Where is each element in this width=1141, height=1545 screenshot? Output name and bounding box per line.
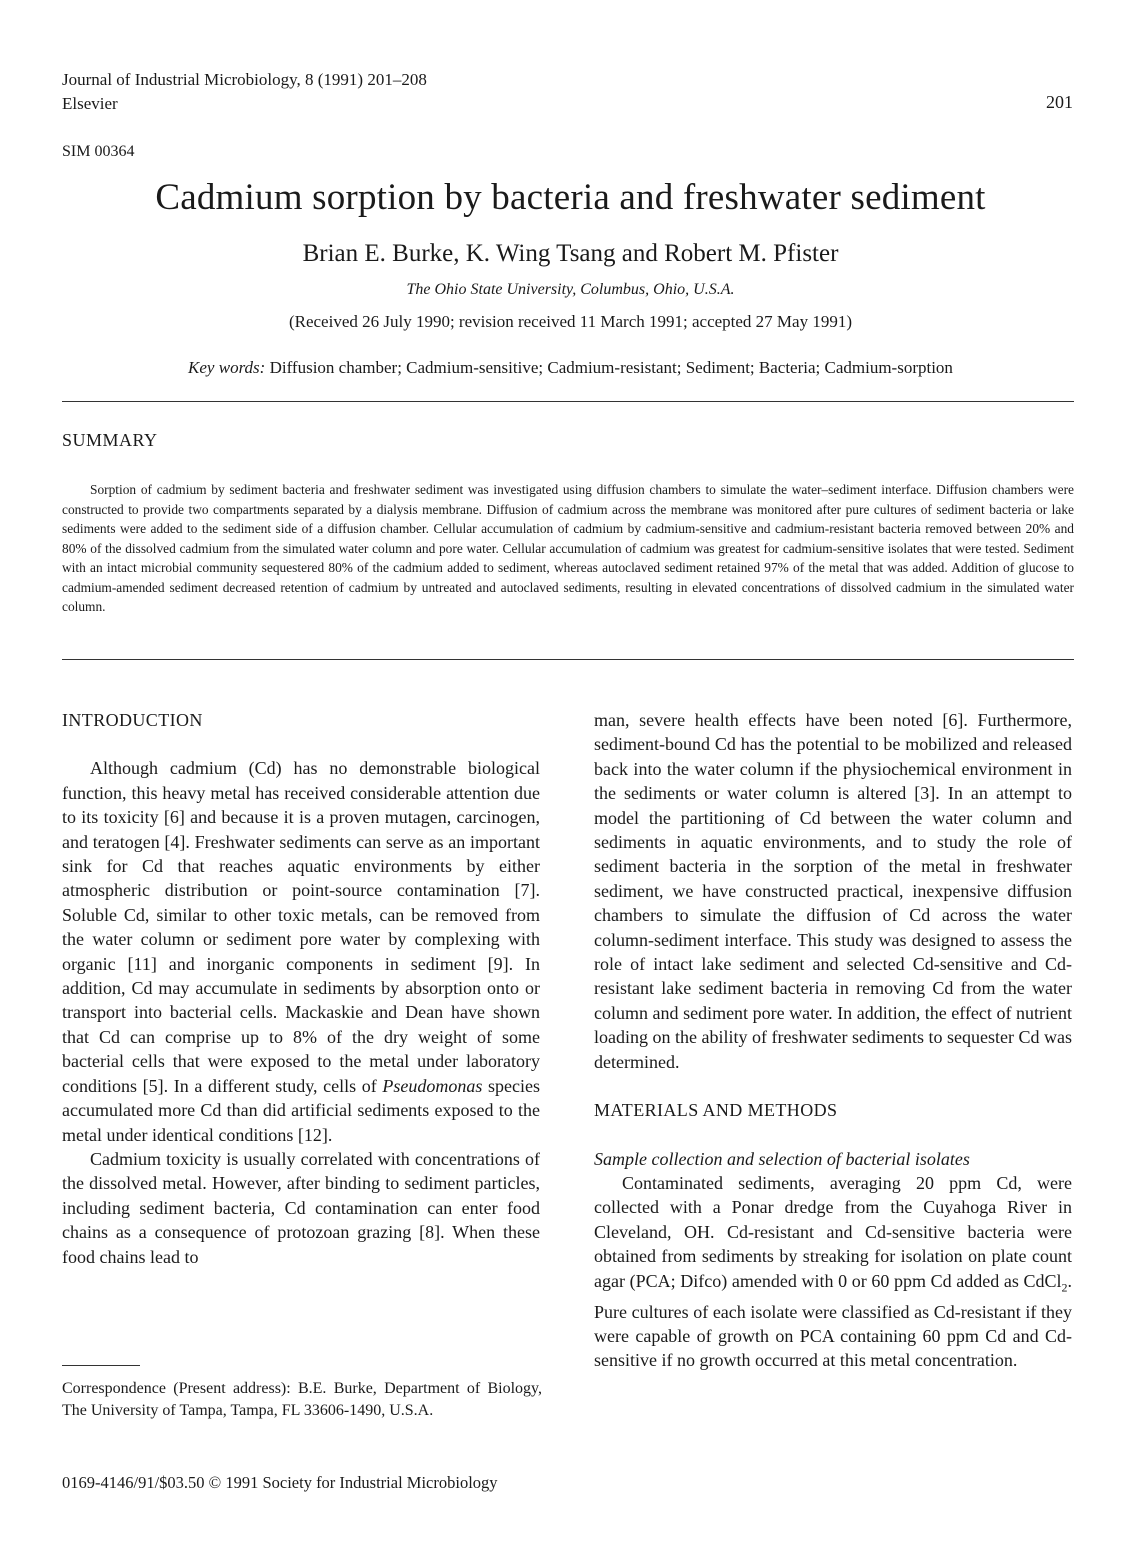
- genus-name: Pseudomonas: [382, 1075, 483, 1096]
- keywords-label: Key words:: [188, 358, 266, 377]
- received-dates: (Received 26 July 1990; revision received 11 March 1991; accepted 27 May 1991): [288, 312, 853, 331]
- introduction-heading: INTRODUCTION: [62, 710, 203, 730]
- author-affiliation: The Ohio State University, Columbus, Ohio, U.S.A.: [406, 281, 735, 298]
- article-authors: Brian E. Burke, K. Wing Tsang and Robert M. Pfister: [302, 240, 839, 267]
- introduction-paragraph-1: Although cadmium (Cd) has no demonstrable biological function, this heavy metal has received considerable attention due to its toxicity [6] and because it is a proven mutagen, carcinogen, and teratogen [4]. Freshwater sediments can serve as an important sink for Cd that reaches aquatic environments by either atmospheric distribution or point-source contamination [7]. Soluble Cd, similar to other toxic metals, can be removed from the water column or sediment pore water by complexing with organic [11] and inorganic components in sediment [9]. In addition, Cd may accumulate in sediments by absorption onto or transport into bacterial cells. Mackaskie and Dean have shown that Cd can comprise up to 8% of the dry weight of some bacterial cells that were exposed to the metal under laboratory conditions [5]. In a different study, cells of Pseudomonas species accumulated more Cd than did artificial sediments exposed to the metal under identical conditions [12].: [62, 758, 540, 1145]
- journal-citation: [62, 68, 427, 116]
- keywords: [0, 358, 1141, 378]
- left-column: [62, 708, 540, 1269]
- journal-name: Journal of Industrial Microbiology, 8 (1991) 201–208: [62, 70, 427, 89]
- methods-heading: MATERIALS AND METHODS: [594, 1100, 838, 1121]
- summary-text: Sorption of cadmium by sediment bacteria and freshwater sediment was investigated using diffusion chambers to simulate the water–sediment interface. Diffusion chambers were constructed to provide two compartments separated by a dialysis membrane. Diffusion of cadmium across the membrane was monitored after pure cultures of sediment bacteria or lake sediments were added to the sediment side of a diffusion chamber. Cellular accumulation of cadmium by cadmium-sensitive and cadmium-resistant bacteria removed between 20% and 80% of the dissolved cadmium from the simulated water column and pore water. Cellular accumulation of cadmium was greatest for cadmium-sensitive isolates that were tested. Sediment with an intact microbial community sequestered 80% of the cadmium added to sediment, whereas autoclaved sediment retained 97% of the metal that was added. Addition of glucose to cadmium-amended sediment decreased retention of cadmium by untreated and autoclaved sediments, resulting in elevated concentrations of dissolved cadmium in the simulated water column.: [62, 482, 1074, 614]
- subscript-2: 2: [1061, 1280, 1068, 1295]
- publisher: Elsevier: [62, 94, 118, 113]
- summary-heading: SUMMARY: [62, 430, 158, 450]
- keywords-list: Diffusion chamber; Cadmium-sensitive; Cadmium-resistant; Sediment; Bacteria; Cadmium-sorption: [269, 358, 953, 377]
- methods-subheading: Sample collection and selection of bacterial isolates: [594, 1148, 970, 1169]
- introduction-paragraph-2: Cadmium toxicity is usually correlated with concentrations of the dissolved metal. However, after binding to sediment particles, including sediment bacteria, Cd contamination can enter food chains as a consequence of protozoan grazing [8]. When these food chains lead to: [62, 1148, 540, 1267]
- page-number: 201: [1046, 92, 1073, 112]
- footnote-rule: [62, 1365, 140, 1366]
- divider-bottom: [62, 659, 1074, 660]
- methods-paragraph-1: Contaminated sediments, averaging 20 ppm Cd, were collected with a Ponar dredge from the Cuyahoga River in Cleveland, OH. Cd-resistant and Cd-sensitive bacteria were obtained from sediments by streaking for isolation on plate count agar (PCA; Difco) amended with 0 or 60 ppm Cd added as CdCl$_2$. Pure cultures of each isolate were classified as Cd-resistant if they were capable of growth on PCA containing 60 ppm Cd and Cd-sensitive if no growth occurred at this metal concentration.: [594, 1172, 1072, 1371]
- introduction-paragraph-2-continued: man, severe health effects have been noted [6]. Furthermore, sediment-bound Cd has the potential to be mobilized and released back into the water column if the physiochemical environment in the sediments or water column is altered [3]. In an attempt to model the partitioning of Cd between the water column and sediments in aquatic environments, and to study the role of sediment bacteria in the sorption of the metal in freshwater sediment, we have constructed practical, inexpensive diffusion chambers to simulate the diffusion of Cd across the water column-sediment interface. This study was designed to assess the role of intact lake sediment and selected Cd-sensitive and Cd-resistant lake sediment bacteria in removing Cd from the water column and sediment pore water. In addition, the effect of nutrient loading on the ability of freshwater sediments to sequester Cd was determined.: [594, 710, 1072, 1072]
- divider-top: [62, 401, 1074, 402]
- correspondence-footnote: Correspondence (Present address): B.E. Burke, Department of Biology, The University of Tampa, Tampa, FL 33606-1490, U.S.A.: [62, 1380, 542, 1419]
- right-column: [594, 708, 1072, 1373]
- sim-code: SIM 00364: [62, 143, 135, 160]
- copyright-line: 0169-4146/91/$03.50 © 1991 Society for Industrial Microbiology: [62, 1473, 498, 1492]
- article-title: Cadmium sorption by bacteria and freshwater sediment: [155, 177, 986, 218]
